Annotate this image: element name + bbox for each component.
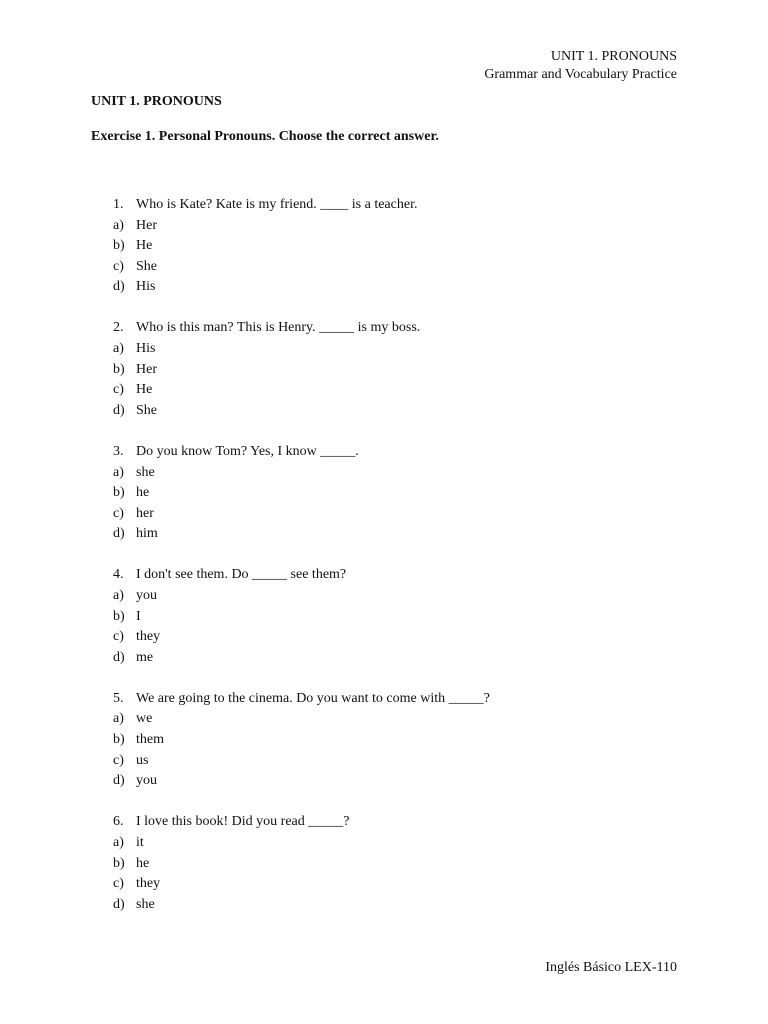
answer-option[interactable] <box>113 874 713 895</box>
option-letter: c) <box>113 629 124 645</box>
option-letter: a) <box>113 464 124 480</box>
question-4 <box>113 565 713 668</box>
question-stem <box>113 565 713 586</box>
option-text: She <box>136 258 157 274</box>
option-text: His <box>136 341 156 357</box>
option-letter: a) <box>113 711 124 727</box>
question-number: 2. <box>113 320 124 336</box>
answer-option[interactable] <box>113 751 713 772</box>
option-text: she <box>136 464 155 480</box>
question-2 <box>113 318 713 421</box>
option-text: her <box>136 505 154 521</box>
option-letter: b) <box>113 485 125 501</box>
option-text: they <box>136 629 161 645</box>
option-text: him <box>136 526 158 542</box>
answer-option[interactable] <box>113 257 713 278</box>
option-letter: b) <box>113 608 125 624</box>
option-letter: c) <box>113 382 124 398</box>
option-text: it <box>136 834 144 850</box>
question-number: 4. <box>113 567 124 583</box>
question-5 <box>113 689 713 792</box>
answer-option[interactable] <box>113 380 713 401</box>
option-letter: c) <box>113 505 124 521</box>
option-letter: b) <box>113 361 125 377</box>
question-text: Do you know Tom? Yes, I know _____. <box>136 443 359 459</box>
answer-option[interactable] <box>113 771 713 792</box>
option-text: you <box>136 588 157 603</box>
answer-option[interactable] <box>113 339 713 360</box>
option-letter: c) <box>113 876 124 892</box>
option-letter: b) <box>113 238 125 254</box>
question-text: Who is Kate? Kate is my friend. ____ is a teacher. <box>136 197 418 212</box>
option-letter: d) <box>113 896 125 912</box>
option-letter: a) <box>113 588 124 603</box>
question-list <box>113 195 713 936</box>
option-letter: d) <box>113 773 125 789</box>
option-letter: b) <box>113 855 125 871</box>
header-unit-title: UNIT 1. PRONOUNS <box>550 49 677 64</box>
option-text: He <box>136 238 153 254</box>
answer-option[interactable] <box>113 216 713 237</box>
answer-option[interactable] <box>113 524 713 545</box>
answer-option[interactable] <box>113 236 713 257</box>
answer-option[interactable] <box>113 463 713 484</box>
answer-option[interactable] <box>113 854 713 875</box>
option-letter: c) <box>113 752 124 768</box>
option-text: Her <box>136 217 157 233</box>
option-text: he <box>136 855 150 871</box>
answer-option[interactable] <box>113 483 713 504</box>
question-number: 5. <box>113 690 124 706</box>
option-text: she <box>136 896 155 912</box>
answer-option[interactable] <box>113 648 713 669</box>
question-3 <box>113 442 713 545</box>
question-stem <box>113 195 713 216</box>
option-text: they <box>136 876 161 892</box>
option-letter: b) <box>113 732 125 748</box>
option-letter: c) <box>113 258 124 274</box>
option-text: me <box>136 649 154 665</box>
option-text: I <box>136 608 141 624</box>
option-letter: a) <box>113 341 124 357</box>
option-letter: d) <box>113 402 125 418</box>
answer-option[interactable] <box>113 607 713 628</box>
answer-option[interactable] <box>113 360 713 381</box>
option-text: them <box>136 732 164 748</box>
answer-option[interactable] <box>113 401 713 422</box>
option-text: She <box>136 402 157 418</box>
option-letter: d) <box>113 526 125 542</box>
option-letter: a) <box>113 834 124 850</box>
answer-option[interactable] <box>113 277 713 298</box>
question-stem <box>113 318 713 339</box>
question-text: Who is this man? This is Henry. _____ is my boss. <box>136 320 421 336</box>
answer-option[interactable] <box>113 586 713 607</box>
option-text: us <box>136 752 149 768</box>
question-6 <box>113 812 713 915</box>
option-text: He <box>136 382 153 398</box>
question-stem <box>113 442 713 463</box>
option-letter: a) <box>113 217 124 233</box>
answer-option[interactable] <box>113 627 713 648</box>
option-text: Her <box>136 361 157 377</box>
answer-option[interactable] <box>113 504 713 525</box>
answer-option[interactable] <box>113 709 713 730</box>
question-text: I don't see them. Do _____ see them? <box>136 567 347 583</box>
footer-course-code: Inglés Básico LEX-110 <box>545 960 677 975</box>
option-letter: d) <box>113 649 125 665</box>
question-text: We are going to the cinema. Do you want to come with _____? <box>136 690 490 706</box>
question-stem <box>113 812 713 833</box>
answer-option[interactable] <box>113 730 713 751</box>
option-text: we <box>136 711 153 727</box>
question-number: 1. <box>113 197 124 212</box>
answer-option[interactable] <box>113 895 713 916</box>
question-number: 6. <box>113 814 124 830</box>
unit-heading: UNIT 1. PRONOUNS <box>91 94 222 109</box>
option-text: he <box>136 485 150 501</box>
question-stem <box>113 689 713 710</box>
header-subtitle: Grammar and Vocabulary Practice <box>484 67 677 82</box>
option-text: His <box>136 279 156 295</box>
question-number: 3. <box>113 443 124 459</box>
question-1 <box>113 195 713 298</box>
exercise-heading: Exercise 1. Personal Pronouns. Choose the correct answer. <box>91 129 439 144</box>
option-text: you <box>136 773 157 789</box>
option-letter: d) <box>113 279 125 295</box>
question-text: I love this book! Did you read _____? <box>136 814 350 830</box>
answer-option[interactable] <box>113 833 713 854</box>
